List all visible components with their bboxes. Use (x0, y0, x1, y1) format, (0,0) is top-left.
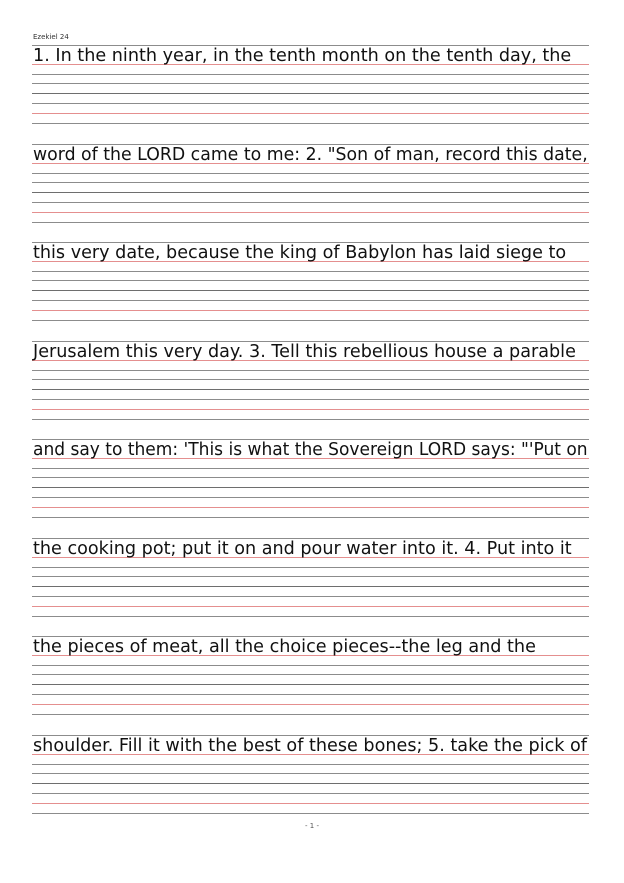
text-line: and say to them: 'This is what the Sovereign LORD says: "'Put on (33, 440, 588, 460)
rule (32, 507, 589, 508)
rule (32, 783, 589, 784)
rule (32, 477, 589, 478)
text-line: 1. In the ninth year, in the tenth month on the tenth day, the (33, 46, 572, 66)
rule (32, 674, 589, 675)
rule (32, 310, 589, 311)
rule (32, 83, 589, 84)
rule (32, 616, 589, 617)
rule (32, 694, 589, 695)
practice-block (32, 341, 589, 421)
text-line: the cooking pot; put it on and pour water into it. 4. Put into it (33, 539, 572, 559)
rule (32, 74, 589, 75)
text-line: shoulder. Fill it with the best of these bones; 5. take the pick of (33, 736, 587, 756)
rule (32, 665, 589, 666)
rule (32, 290, 589, 291)
practice-block (32, 735, 589, 815)
rule (32, 222, 589, 223)
rule (32, 517, 589, 518)
rule (32, 389, 589, 390)
rule (32, 793, 589, 794)
rule (32, 764, 589, 765)
rule (32, 399, 589, 400)
rule (32, 586, 589, 587)
practice-block (32, 636, 589, 716)
practice-block (32, 242, 589, 322)
rule (32, 704, 589, 705)
rule (32, 93, 589, 94)
practice-block (32, 538, 589, 618)
rule (32, 271, 589, 272)
rule (32, 192, 589, 193)
rule (32, 567, 589, 568)
writing-sheet (32, 0, 589, 883)
rule (32, 370, 589, 371)
text-line: Jerusalem this very day. 3. Tell this rebellious house a parable (33, 342, 576, 362)
rule (32, 576, 589, 577)
rule (32, 409, 589, 410)
text-line: this very date, because the king of Babylon has laid siege to (33, 243, 567, 263)
text-line: word of the LORD came to me: 2. "Son of man, record this date, (33, 145, 588, 165)
rule (32, 497, 589, 498)
rule (32, 212, 589, 213)
rule (32, 606, 589, 607)
rule (32, 182, 589, 183)
rule (32, 300, 589, 301)
practice-block (32, 45, 589, 125)
page-number: - 1 - (305, 822, 319, 830)
rule (32, 714, 589, 715)
rule (32, 773, 589, 774)
practice-block (32, 439, 589, 519)
rule (32, 379, 589, 380)
rule (32, 113, 589, 114)
practice-block (32, 144, 589, 224)
rule (32, 813, 589, 814)
rule (32, 419, 589, 420)
rule (32, 123, 589, 124)
rule (32, 280, 589, 281)
rule (32, 487, 589, 488)
rule (32, 173, 589, 174)
rule (32, 803, 589, 804)
page-header: Ezekiel 24 (33, 33, 69, 41)
rule (32, 103, 589, 104)
rule (32, 320, 589, 321)
rule (32, 684, 589, 685)
rule (32, 468, 589, 469)
rule (32, 202, 589, 203)
rule (32, 596, 589, 597)
text-line: the pieces of meat, all the choice pieces--the leg and the (33, 637, 536, 657)
